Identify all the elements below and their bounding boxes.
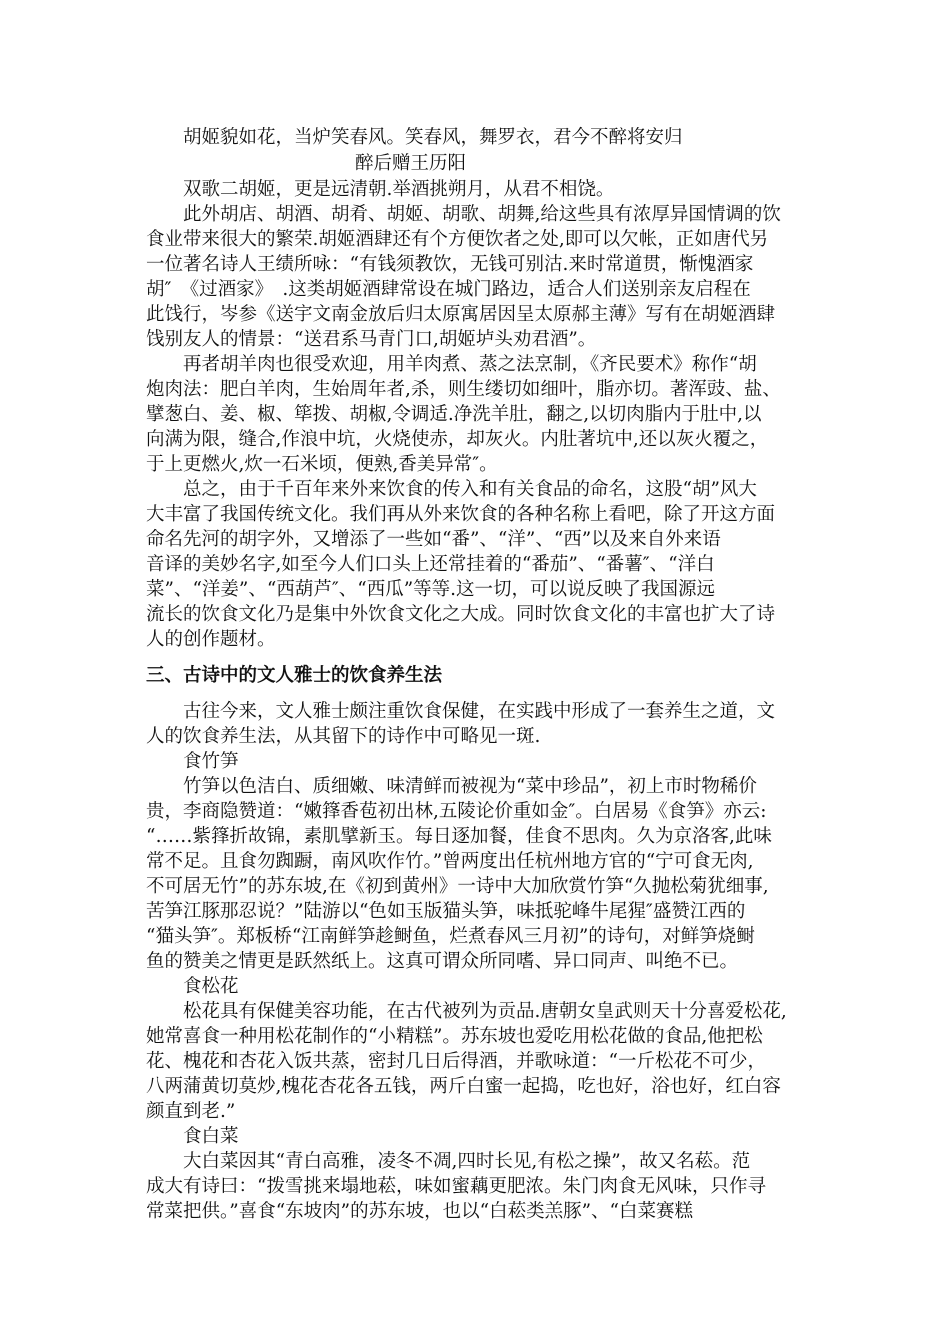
- paragraph-line: 颜直到老.”: [146, 1101, 236, 1122]
- paragraph-line: “猫头笋″。郑板桥“江南鲜笋趁鲥鱼，烂煮春风三月初”的诗句，对鲜笋烧鲥: [146, 926, 755, 947]
- poem-line: 胡姬貌如花，当炉笑春风。笑春风，舞罗衣，君今不醉将安归: [183, 127, 683, 148]
- paragraph-line: 鱼的赞美之情更是跃然纸上。这真可谓众所同嗜、异口同声、叫绝不已。: [146, 951, 739, 972]
- paragraph-line: 常菜把供。”喜食“东坡肉”的苏东坡，也以“白菘类羔豚”、“白菜赛糕: [146, 1201, 693, 1222]
- paragraph-line: 菜”、“洋姜”、“西葫芦″、“西瓜”等等.这一切，可以说反映了我国源远: [146, 579, 716, 600]
- paragraph-line: 常不足。且食勿踟蹰，南风吹作竹。”曾两度出任杭州地方官的“宁可食无肉,: [146, 851, 754, 872]
- paragraph-line: 于上更燃火,炊一石米顷，便熟,香美异常″。: [146, 454, 498, 475]
- paragraph-line: 大丰富了我国传统文化。我们再从外来饮食的各种名称上看吧，除了开这方面: [146, 504, 776, 525]
- paragraph-line: 松花具有保健美容功能，在古代被列为贡品.唐朝女皇武则天十分喜爱松花,: [183, 1001, 787, 1022]
- paragraph-line: 一位著名诗人王绩所咏：“有钱须教饮，无钱可别沽.来时常道贯，惭愧酒家: [146, 254, 754, 275]
- paragraph-line: 古往今来，文人雅士颇注重饮食保健，在实践中形成了一套养生之道，文: [183, 701, 776, 722]
- paragraph-line: 苦笋江豚那忍说？”陆游以“色如玉版猫头笋，味抵驼峰牛尾猩″盛赞江西的: [146, 901, 746, 922]
- paragraph-line: 食业带来很大的繁荣.胡姬酒肆还有个方便饮者之处,即可以欠帐，正如唐代另: [146, 229, 769, 250]
- paragraph-line: 大白菜因其“青白高雅，凌冬不凋,四时长见,有松之操”，故又名菘。范: [183, 1151, 751, 1172]
- paragraph-line: 擘葱白、姜、椒、筚拨、胡椒,令调适.净洗羊肚，翻之,以切肉脂内于肚中,以: [146, 404, 762, 425]
- paragraph-line: 人的创作题材。: [146, 629, 276, 650]
- paragraph-line: 人的饮食养生法，从其留下的诗作中可略见一斑.: [146, 726, 541, 747]
- paragraph-line: 贵，李商隐赞道：“嫩箨香苞初出林,五陵论价重如金″。白居易《食笋》亦云:: [146, 801, 767, 822]
- paragraph-line: 音译的美妙名字,如至今人们口头上还常挂着的“番茄”、“番薯″、“洋白: [146, 554, 715, 575]
- paragraph-line: 胡″ 《过酒家》 .这类胡姬酒肆常设在城门路边，适合人们送别亲友启程在: [146, 279, 751, 300]
- paragraph-line: 她常喜食一种用松花制作的“小精糕”。苏东坡也爱吃用松花做的食品,他把松: [146, 1026, 763, 1047]
- paragraph-line: 花、槐花和杏花入饭共蒸，密封几日后得酒，并歌咏道：“一斤松花不可少，: [146, 1051, 766, 1072]
- paragraph-line: 流长的饮食文化乃是集中外饮食文化之大成。同时饮食文化的丰富也扩大了诗: [146, 604, 776, 625]
- paragraph-line: 饯别友人的情景：“送君系马青门口,胡姬垆头劝君酒”。: [146, 329, 597, 350]
- paragraph-line: 成大有诗曰：“拨雪挑来塌地菘，味如蜜藕更肥浓。朱门肉食无风味，只作寻: [146, 1176, 766, 1197]
- paragraph-line: 向满为限，缝合,作浪中坑，火烧使赤，却灰火。内肚著坑中,还以灰火覆之，: [146, 429, 769, 450]
- paragraph-line: 再者胡羊肉也很受欢迎，用羊肉煮、蒸之法烹制，《齐民要术》称作“胡: [183, 354, 757, 375]
- paragraph-line: 此饯行，岑参《送宇文南金放后归太原寓居因呈太原郝主薄》写有在胡姬酒肆: [146, 304, 776, 325]
- paragraph-line: 此外胡店、胡酒、胡肴、胡姬、胡歌、胡舞,给这些具有浓厚异国情调的饮: [183, 204, 781, 225]
- subheading: 食白菜: [183, 1126, 239, 1147]
- paragraph-line: “……紫箨折故锦，素肌擘新玉。每日逐加餐，佳食不思肉。久为京洛客,此味: [146, 826, 772, 847]
- paragraph-line: 命名先河的胡字外，又增添了一些如“番”、“洋”、“西”以及来自外来语: [146, 529, 721, 550]
- paragraph-line: 不可居无竹”的苏东坡,在《初到黄州》一诗中大加欣赏竹笋“久抛松菊犹细事,: [146, 876, 769, 897]
- subheading: 食松花: [183, 976, 239, 997]
- paragraph-line: 八两蒲黄切莫炒,槐花杏花各五钱，两斤白蜜一起捣，吃也好，浴也好，红白容: [146, 1076, 781, 1097]
- subheading: 食竹笋: [183, 751, 239, 772]
- section-heading: 三、古诗中的文人雅士的饮食养生法: [146, 665, 443, 686]
- paragraph-line: 总之，由于千百年来外来饮食的传入和有关食品的命名，这股“胡”风大: [183, 479, 757, 500]
- paragraph-line: 炮肉法：肥白羊肉，生始周年者,杀，则生缕切如细叶，脂亦切。著浑豉、盐、: [146, 379, 781, 400]
- poem-line: 双歌二胡姬，更是远清朝.举酒挑朔月，从君不相饶。: [183, 179, 615, 200]
- paragraph-line: 竹笋以色洁白、质细嫩、味清鲜而被视为“菜中珍品”，初上市时物稀价: [183, 776, 757, 797]
- poem-title: 醉后赠王历阳: [355, 153, 467, 174]
